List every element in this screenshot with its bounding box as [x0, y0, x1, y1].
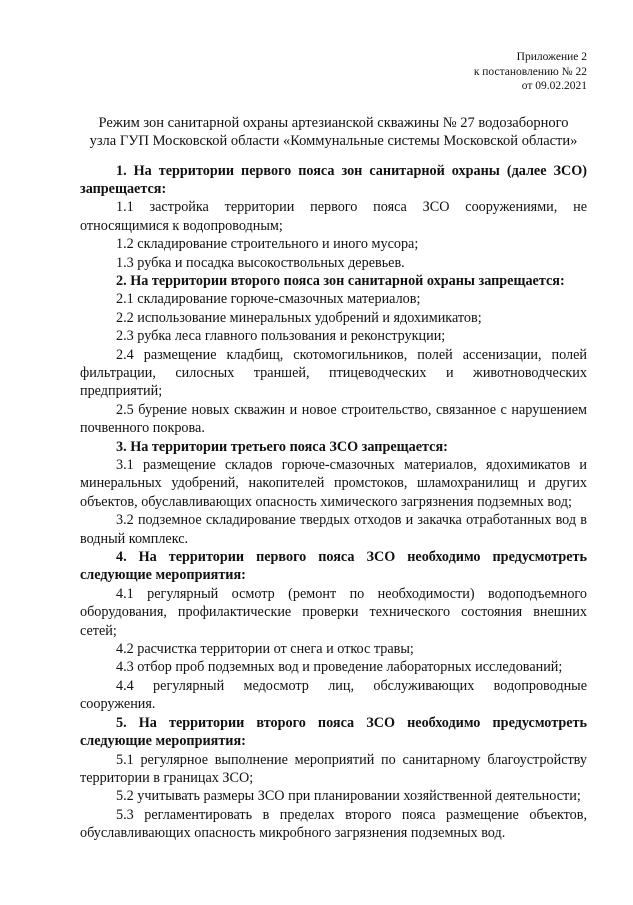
section-2-heading: 2. На территории второго пояса зон санитарной охраны запрещается:	[116, 272, 565, 289]
appendix-resolution: к постановлению № 22	[473, 65, 587, 78]
section-1-item-2: 1.2 складирование строительного и иного мусора;	[116, 236, 419, 253]
section-5-item-2: 5.2 учитывать размеры ЗСО при планировании хозяйственной деятельности;	[116, 788, 581, 805]
section-3-item-1: 3.1 размещение складов горюче-смазочных материалов, ядохимикатов и минеральных удобрений, накопителей промстоков, шламохранилищ и других объектов, обуславливающих опасность химического загрязнения подземных вод;	[80, 457, 587, 510]
section-3-item-2: 3.2 подземное складирование твердых отходов и закачка отработанных вод в водный комплекс.	[80, 512, 587, 547]
appendix-number: Приложение 2	[516, 51, 587, 63]
section-2-item-2: 2.2 использование минеральных удобрений и ядохимикатов;	[116, 309, 482, 326]
section-1-item-3: 1.3 рубка и посадка высокоствольных деревьев.	[116, 254, 405, 271]
section-1-item-1: 1.1 застройка территории первого пояса ЗСО сооружениями, не относящимися к водопроводным;	[80, 199, 587, 234]
section-2-item-5: 2.5 бурение новых скважин и новое строительство, связанное с нарушением почвенного покрова.	[80, 401, 587, 437]
section-5-item-1: 5.1 регулярное выполнение мероприятий по санитарному благоустройству территории в границах ЗСО;	[80, 751, 587, 786]
section-3-heading: 3. На территории третьего пояса ЗСО запрещается:	[116, 438, 448, 455]
section-2-item-4: 2.4 размещение кладбищ, скотомогильников, полей ассенизации, полей фильтрации, силосных траншей, птицеводческих и животноводческих предприятий;	[80, 346, 587, 400]
section-5-heading: 5. На территории второго пояса ЗСО необходимо предусмотреть следующие мероприятия:	[80, 714, 587, 750]
section-4-item-1: 4.1 регулярный осмотр (ремонт по необходимости) водоподъемного оборудования, профилактические проверки технического состояния внешних сетей;	[80, 585, 587, 639]
section-4-item-4: 4.4 регулярный медосмотр лиц, обслуживающих водопроводные сооружения.	[80, 677, 587, 713]
section-2-item-1: 2.1 складирование горюче-смазочных материалов;	[116, 291, 421, 308]
title-line-2: узла ГУП Московской области «Коммунальные системы Московской области»	[89, 132, 578, 149]
section-1-heading: 1. На территории первого пояса зон санитарной охраны (далее ЗСО) запрещается:	[80, 162, 587, 197]
document-body	[80, 162, 587, 843]
section-4-item-2: 4.2 расчистка территории от снега и откос травы;	[116, 641, 414, 658]
section-5-item-3: 5.3 регламентировать в пределах второго пояса размещение объектов, обуславливающих опасность микробного загрязнения подземных вод.	[80, 806, 587, 842]
appendix-reference	[80, 50, 587, 94]
section-4-heading: 4. На территории первого пояса ЗСО необходимо предусмотреть следующие мероприятия:	[80, 549, 587, 584]
document-title	[80, 114, 587, 150]
title-line-1: Режим зон санитарной охраны артезианской скважины № 27 водозаборного	[98, 114, 569, 131]
appendix-date: от 09.02.2021	[521, 80, 587, 92]
section-2-item-3: 2.3 рубка леса главного пользования и реконструкции;	[116, 328, 446, 345]
section-4-item-3: 4.3 отбор проб подземных вод и проведение лабораторных исследований;	[116, 659, 563, 676]
